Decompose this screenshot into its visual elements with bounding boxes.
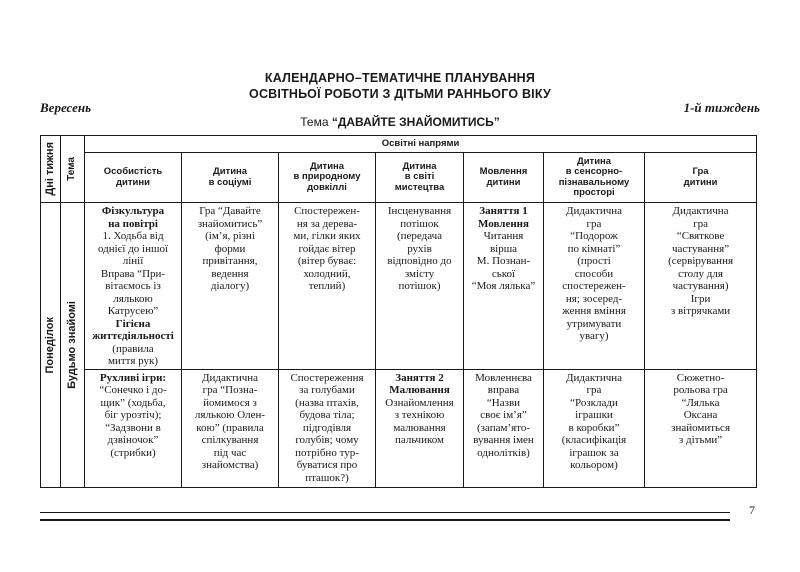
header-col-1: Особистість дитини bbox=[85, 153, 182, 203]
row2-col2: Дидактична гра “Позна- йомимося з лялькою Олен- кою” (правила спілкування під час знайомства) bbox=[182, 369, 279, 487]
theme-name: “ДАВАЙТЕ ЗНАЙОМИТИСЬ” bbox=[331, 115, 500, 129]
theme-prefix: Тема bbox=[300, 115, 329, 129]
day-cell: Понеділок bbox=[41, 203, 61, 488]
theme-line bbox=[0, 115, 800, 129]
row1-col7: Дидактична гра “Святкове частування” (сервірування столу для частування) Ігри з вітрячками bbox=[645, 203, 757, 370]
row2-col6: Дидактична гра “Розклади іграшки в коробки” (класифікація іграшок за кольором) bbox=[544, 369, 645, 487]
header-col-3: Дитина в природному довкіллі bbox=[279, 153, 376, 203]
row2-col1: Рухливі ігри: “Сонечко і до- щик” (ходьба, біг урозтіч); “Задзвони в дзвіночок” (стрибки) bbox=[85, 369, 182, 487]
header-col-4: Дитина в світі мистецтва bbox=[376, 153, 464, 203]
row2-col4: Заняття 2 Малювання Ознайомлення з технікою малювання пальчиком bbox=[376, 369, 464, 487]
title-line-2: ОСВІТНЬОЇ РОБОТИ З ДІТЬМИ РАННЬОГО ВІКУ bbox=[249, 87, 551, 101]
document-title bbox=[0, 70, 800, 102]
row1-col5: Заняття 1 Мовлення Читання вірша М. Познан- ської “Моя лялька” bbox=[464, 203, 544, 370]
row2-col5: Мовленнєва вправа “Назви своє ім’я” (запам’ято- вування імен однолітків) bbox=[464, 369, 544, 487]
row1-col2: Гра “Давайте знайомитись” (ім’я, різні форми привітання, ведення діалогу) bbox=[182, 203, 279, 370]
row1-col3: Спостережен- ня за дерева- ми, гілки яких гойдає вітер (вітер буває: холодний, теплий) bbox=[279, 203, 376, 370]
week-label: 1-й тиждень bbox=[683, 100, 760, 115]
planning-table bbox=[40, 135, 757, 488]
header-col-7: Гра дитини bbox=[645, 153, 757, 203]
header-col-6: Дитина в сенсорно- пізнавальному просторі bbox=[544, 153, 645, 203]
page-number: 7 bbox=[749, 503, 755, 517]
header-group: Освітні напрями bbox=[85, 136, 757, 153]
header-theme: Тема bbox=[61, 136, 85, 203]
title-line-1: КАЛЕНДАРНО–ТЕМАТИЧНЕ ПЛАНУВАННЯ bbox=[264, 71, 536, 85]
month-label: Вересень bbox=[40, 100, 92, 115]
header-col-5: Мовлення дитини bbox=[464, 153, 544, 203]
row1-col6: Дидактична гра “Подорож по кімнаті” (прості способи спостережен- ня; зосеред- ження вміння утримувати увагу) bbox=[544, 203, 645, 370]
row2-col7: Сюжетно- рольова гра “Лялька Оксана знайомиться з дітьми” bbox=[645, 369, 757, 487]
row2-col3: Спостереження за голубами (назва птахів, будова тіла; підгодівля голубів; чому потрібно тур- буватися про пташок?) bbox=[279, 369, 376, 487]
header-days: Дні тижня bbox=[41, 136, 61, 203]
theme-cell: Будьмо знайомі bbox=[61, 203, 85, 488]
header-col-2: Дитина в соціумі bbox=[182, 153, 279, 203]
row1-col4: Інсценування потішок (передача рухів відповідно до змісту потішок) bbox=[376, 203, 464, 370]
footer-rule bbox=[40, 512, 730, 521]
row1-col1: Фізкультура на повітрі 1. Ходьба від однієї до іншої лінії Вправа “При- вітаємось із лялькою Катрусею” Гігієна життєдіяльності (правила миття рук) bbox=[85, 203, 182, 370]
